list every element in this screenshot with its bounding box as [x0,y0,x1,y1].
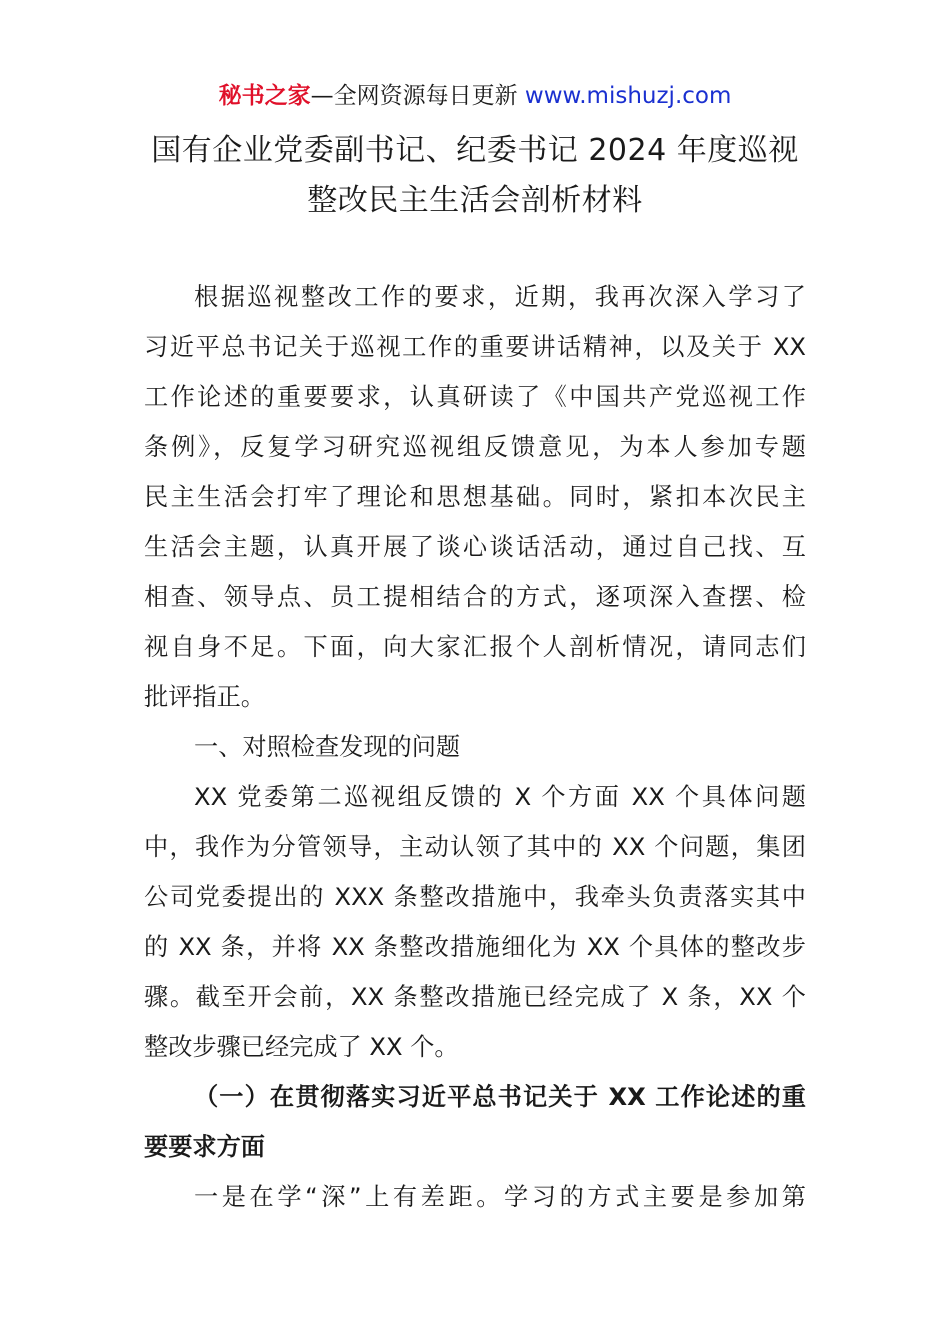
title-line-1: 国有企业党委副书记、纪委书记 2024 年度巡视 [151,133,799,168]
banner-tagline: —全网资源每日更新 [310,83,525,109]
paragraph-feedback [144,772,806,1072]
title-line-2: 整改民主生活会剖析材料 [307,183,643,218]
paragraph-line: 条例》，反复学习研究巡视组反馈意见，为本人参加专题 [144,433,806,461]
subsection-heading-line: 要要求方面 [144,1133,265,1161]
paragraph-line: 习近平总书记关于巡视工作的重要讲话精神，以及关于 XX [144,333,806,361]
paragraph-line: 批评指正。 [144,683,265,711]
banner-brand: 秘书之家 [218,83,311,109]
paragraph-line: 公司党委提出的 XXX 条整改措施中，我牵头负责落实其中 [144,883,806,911]
document-body [144,272,806,1222]
paragraph-line: XX 党委第二巡视组反馈的 X 个方面 XX 个具体问题 [194,783,806,811]
paragraph-line: 视自身不足。下面，向大家汇报个人剖析情况，请同志们 [144,633,806,661]
section-heading: 一、对照检查发现的问题 [194,733,461,761]
paragraph-line: 一是在学“深”上有差距。学习的方式主要是参加第 [194,1183,806,1211]
paragraph-line: 的 XX 条，并将 XX 条整改措施细化为 XX 个具体的整改步 [144,933,806,961]
paragraph-line: 中，我作为分管领导，主动认领了其中的 XX 个问题，集团 [144,833,806,861]
paragraph-point-one [144,1172,806,1222]
subsection-heading-line: （一）在贯彻落实习近平总书记关于 XX 工作论述的重 [194,1083,806,1111]
paragraph-line: 整改步骤已经完成了 XX 个。 [144,1033,459,1061]
paragraph-line: 根据巡视整改工作的要求，近期，我再次深入学习了 [194,283,806,311]
paragraph-line: 骤。截至开会前，XX 条整改措施已经完成了 X 条，XX 个 [144,983,806,1011]
paragraph-line: 生活会主题，认真开展了谈心谈话活动，通过自己找、互 [144,533,806,561]
paragraph-line: 工作论述的重要要求，认真研读了《中国共产党巡视工作 [144,383,806,411]
site-banner [0,80,950,112]
paragraph-line: 相查、领导点、员工提相结合的方式，逐项深入查摆、检 [144,583,806,611]
paragraph-line: 民主生活会打牢了理论和思想基础。同时，紧扣本次民主 [144,483,806,511]
banner-url[interactable]: www.mishuzj.com [524,83,732,109]
document-title [0,126,950,226]
paragraph-intro [144,272,806,722]
subsection-heading [144,1072,806,1172]
